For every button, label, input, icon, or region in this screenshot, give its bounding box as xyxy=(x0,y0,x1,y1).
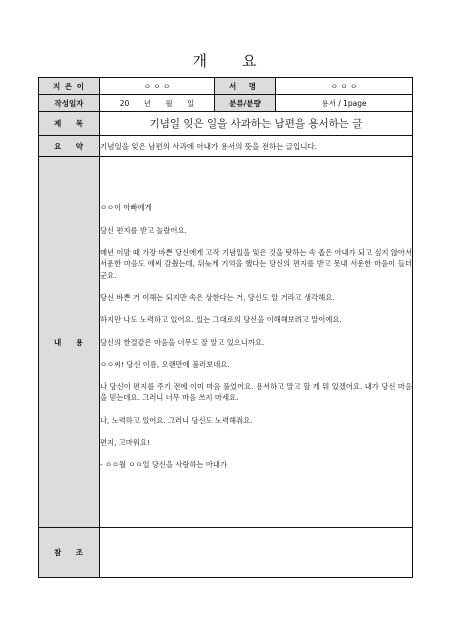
summary-row xyxy=(39,136,413,157)
content-paragraph: ㅇㅇ씨! 당신 이름, 오랜만에 불러보네요. xyxy=(100,359,230,369)
content-paragraph: 나, 노력하고 있어요. 그러니 당신도 노력해줘요. xyxy=(100,415,253,425)
reference-label: 참 조 xyxy=(39,528,100,578)
content-paragraph: 하지만 나도 노력하고 있어요. 있는 그대로의 당신을 이해해보려고 말이에요. xyxy=(100,315,342,325)
content-paragraph: 나 당신이 편지를 주기 전에 이미 마음 풀었어요. 용서하고 말고 할 게 뭐 있겠어요. 내가 당신 마음을 믿는데요. 그러니 너무 마음 쓰지 마세요. xyxy=(100,382,412,403)
content-paragraph: 편지, 고마워요! xyxy=(100,437,150,447)
category-label: 분류/분량 xyxy=(215,95,276,112)
subject-row xyxy=(39,112,413,136)
reference-value xyxy=(100,528,413,578)
page-title xyxy=(0,50,450,71)
summary-value: 기념일을 잊은 남편의 사과에 아내가 용서의 뜻을 전하는 글입니다. xyxy=(100,136,413,157)
content-label: 내 용 xyxy=(39,157,100,528)
content-body xyxy=(100,157,413,528)
content-paragraph: 당신 바쁜 거 이해는 되지만 속은 상한다는 거, 당신도 알 거라고 생각해요. xyxy=(100,292,335,302)
signature-value: ㅇ ㅇ ㅇ xyxy=(276,78,413,95)
author-row xyxy=(39,78,413,95)
date-label: 작성일자 xyxy=(39,95,100,112)
summary-label: 요 약 xyxy=(39,136,100,157)
category-value: 용서 / 1page xyxy=(276,95,413,112)
summary-form-table xyxy=(38,77,413,578)
content-paragraph: - ㅇㅇ월 ㅇㅇ일 당신을 사랑하는 아내가 xyxy=(100,460,228,470)
date-value: 20 년 월 일 xyxy=(100,95,215,112)
page-title-char-1: 개 xyxy=(192,52,208,70)
author-value: ㅇ ㅇ ㅇ xyxy=(100,78,215,95)
signature-label: 서 명 xyxy=(215,78,276,95)
content-paragraph: ㅇㅇ이 아빠에게 xyxy=(100,203,152,213)
content-paragraph: 당신의 한결같은 마음을 너무도 잘 알고 있으니까요. xyxy=(100,337,265,347)
subject-label: 제 목 xyxy=(39,112,100,136)
content-row xyxy=(39,157,413,528)
author-label: 지 은 이 xyxy=(39,78,100,95)
content-paragraph: 당신 편지를 받고 놀랐어요. xyxy=(100,225,187,235)
content-paragraph: 매년 이맘 때 가장 바쁜 당신에게 고작 기념일을 잊은 것을 탓하는 속 좁은 아내가 되고 싶지 않아서 서운한 마음도 애써 감췄는데, 뒤늦게 기억을 했다는 당신의 편지를 받고 못내 서운한 마음이 들더군요. xyxy=(100,248,413,280)
subject-value: 기념일 잊은 일을 사과하는 남편을 용서하는 글 xyxy=(100,112,413,136)
page-title-char-2: 요 xyxy=(242,52,258,70)
reference-row xyxy=(39,528,413,578)
date-row xyxy=(39,95,413,112)
